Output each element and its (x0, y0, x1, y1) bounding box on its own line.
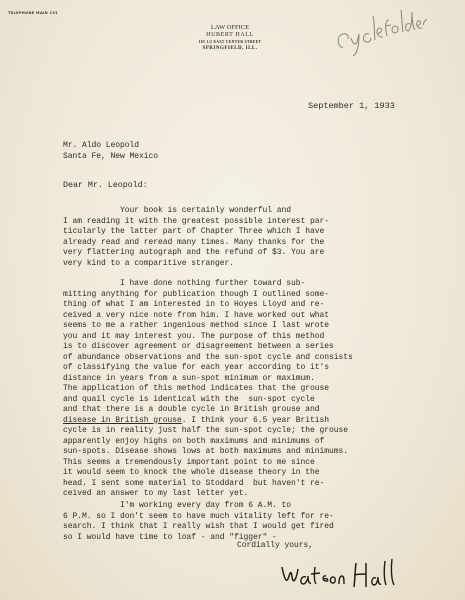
letterhead-street: 105 1/2 EAST CENTER STREET (198, 40, 262, 44)
paragraph-line: and that there is a double cycle in British grouse and (63, 405, 320, 414)
paragraph-line: mitting anything for publication though I outlined some- (63, 289, 330, 299)
paragraph-line: This seems a tremendously important point to me since (63, 457, 315, 467)
paragraph-line: apparently enjoy highs on both maximums and minimums of (63, 436, 325, 446)
recipient-address (63, 141, 158, 162)
body-paragraph-1 (63, 206, 329, 269)
underlined-phrase: disease in British grouse (63, 415, 182, 425)
letterhead-name: HUBERT HALL (206, 32, 254, 38)
paragraph-line-underlined: disease in British grouse. I think your 6.5 year British (63, 415, 330, 425)
paragraph-line: and quail cycle is identical with the sun-spot cycle (63, 394, 315, 404)
paragraph-line: I have done nothing further toward sub- (63, 279, 306, 288)
telephone-line: TELEPHONE MAIN 191 (8, 11, 58, 15)
paragraph-line: of abundance observations and the sun-spot cycle and consists (63, 352, 353, 362)
paragraph-line: you and it may interest you. The purpose of this method (63, 331, 325, 341)
paragraph-line: of classifying the value for each year according to it's (63, 363, 330, 372)
paragraph-line: head. I sent some material to Stoddard but haven't re- (63, 478, 325, 488)
paragraph-line: ticularly the latter part of Chapter Three which I have (63, 227, 325, 236)
letterhead (190, 24, 270, 52)
paragraph-line: I am reading it with the greatest possible interest par- (63, 216, 330, 226)
paragraph-line: is to discover agreement or disagreement between a series (63, 342, 334, 351)
body-paragraph-3 (63, 501, 334, 543)
handwritten-cycle-folder-note (333, 6, 428, 61)
paragraph-line: it would seem to knock the whole disease theory in the (63, 468, 320, 477)
salutation: Dear Mr. Leopold: (63, 180, 148, 190)
body-paragraph-2 (63, 279, 353, 500)
paragraph-line: seems to me a rather ingenious method since I last wrote (63, 321, 330, 330)
paragraph-line: thing of what I am interested in to Hoyes Lloyd and re- (63, 300, 325, 309)
paragraph-line: so I would have time to loaf - and "figger" - (63, 532, 277, 542)
paragraph-line: Your book is certainly wonderful and (63, 206, 292, 215)
paragraph-line: distance in years from a sun-spot minimum or maximum. (63, 373, 315, 383)
paragraph-line: search. I think that I really wish that I would get fired (63, 522, 334, 531)
paragraph-line: ceived a very nice note from him. I have worked out what (63, 310, 330, 320)
paragraph-line: 6 P.M. so I don't seem to have much vitality left for re- (63, 511, 334, 521)
letter-date: September 1, 1933 (308, 101, 395, 111)
paragraph-line: already read and reread many times. Many thanks for the (63, 237, 325, 247)
letterhead-office: LAW OFFICE (210, 24, 250, 31)
paragraph-line: very flattering autograph and the refund of $3. You are (63, 248, 325, 257)
paragraph-line: The application of this method indicates that the grouse (63, 384, 330, 393)
paragraph-line: very kind to a comparitive stranger. (63, 258, 235, 268)
paragraph-line: I'm working every day from 6 A.M. to (63, 501, 292, 510)
paragraph-line: ceived an answer to my last letter yet. (63, 489, 249, 498)
letterhead-city: SPRINGFIELD, ILL. (202, 46, 258, 51)
paragraph-line: sun-spots. Disease shows lows at both maximums and minimums. (63, 447, 349, 456)
closing: Cordially yours, (237, 541, 314, 550)
recipient-location: Santa Fe, New Mexico (63, 151, 159, 161)
paragraph-line: cycle is in reality just half the sun-spot cycle; the grouse (63, 426, 349, 435)
recipient-name: Mr. Aldo Leopold (63, 141, 140, 150)
handwritten-signature (278, 557, 398, 591)
